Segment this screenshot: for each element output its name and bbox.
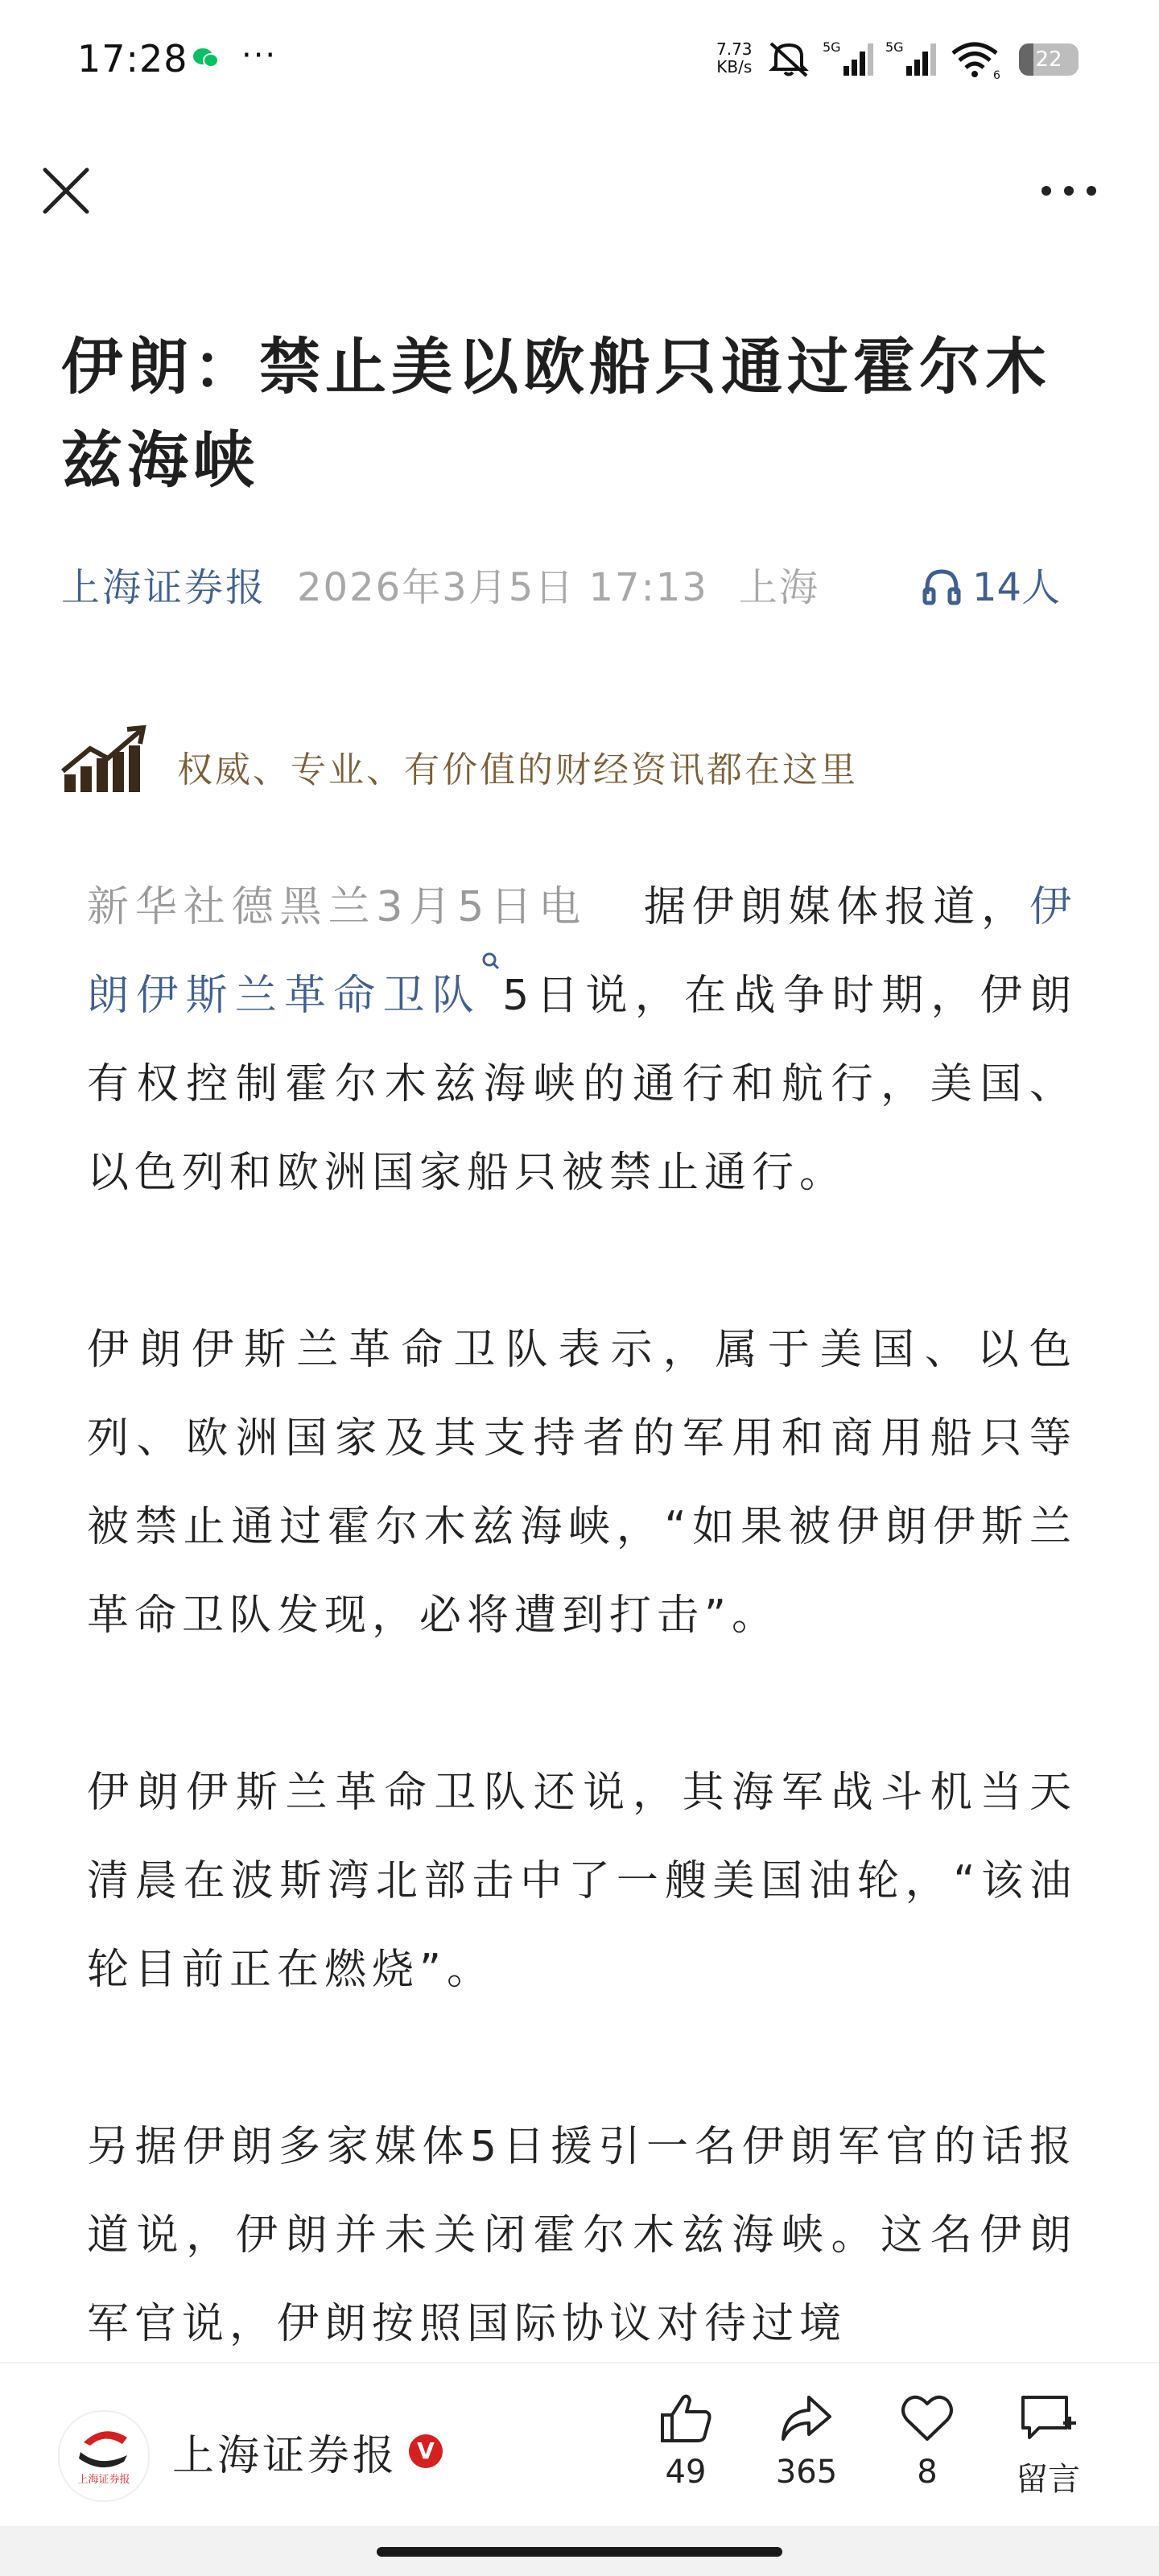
article-body [87,863,1077,2457]
svg-text:上海证券报: 上海证券报 [77,2474,130,2486]
article-date: 2026年3月5日 17:13 [297,565,708,610]
signal-icon [821,39,877,80]
net-speed: 7.73 KB/s [716,39,753,76]
status-more-icon: ··· [241,37,278,74]
share-button[interactable] [758,2391,855,2491]
article-location: 上海 [738,565,819,610]
dateline: 新华社德黑兰3月5日电 [87,883,587,931]
verified-badge: V [409,2434,443,2468]
account-name[interactable]: 上海证券报 [172,2432,398,2480]
close-icon[interactable] [40,165,92,217]
paragraph-4: 另据伊朗多家媒体5日援引一名伊朗军官的话报道说，伊朗并未关闭霍尔木兹海峡。这名伊朗军官说，伊朗按照国际协议对待过境 [87,2123,1077,2348]
listener-count: 14人 [972,565,1061,610]
article-source[interactable]: 上海证券报 [61,565,267,610]
headphones-icon [922,568,961,605]
shanghai-securities-logo [60,2412,148,2500]
comment-add-icon [1018,2391,1078,2446]
wifi-icon [950,39,1003,80]
heart-icon [899,2391,955,2446]
status-time: 17:28 [77,37,188,80]
article-meta [61,557,1107,618]
battery-icon: 22 [1019,43,1079,76]
paragraph-2: 伊朗伊斯兰革命卫队表示，属于美国、以色列、欧洲国家及其支持者的军用和商用船只等被禁止通过霍尔木兹海峡，“如果被伊朗伊斯兰革命卫队发现，必将遭到打击”。 [87,1326,1077,1640]
thumbs-up-icon [658,2391,714,2446]
account-avatar[interactable] [58,2410,150,2502]
signal-icon-2 [884,39,940,80]
svg-text:5G: 5G [823,39,841,55]
search-icon[interactable] [481,952,502,976]
mute-icon [765,39,813,79]
share-count: 365 [775,2454,838,2491]
share-icon [778,2391,835,2446]
chart-trend-icon [61,724,151,797]
listen-button[interactable] [922,557,1060,618]
more-icon[interactable] [1038,173,1099,208]
slogan-banner [61,724,1107,797]
wechat-icon [192,47,219,69]
home-indicator[interactable] [377,2547,782,2557]
comment-label: 留言 [1016,2461,1080,2498]
favorite-count: 8 [917,2454,938,2491]
like-button[interactable] [637,2391,734,2491]
entity-link[interactable]: 伊朗伊斯兰革命卫队 [87,883,1077,1020]
favorite-button[interactable] [879,2391,975,2491]
slogan-text: 权威、专业、有价值的财经资讯都在这里 [177,749,858,791]
svg-text:6: 6 [993,69,1000,80]
svg-text:5G: 5G [885,39,904,55]
article-title: 伊朗：禁止美以欧船只通过霍尔木兹海峡 [61,331,1051,496]
bottom-action-bar [0,2362,1159,2524]
paragraph-3: 伊朗伊斯兰革命卫队还说，其海军战斗机当天清晨在波斯湾北部击中了一艘美国油轮，“该油轮目前正在燃烧”。 [87,1769,1077,1994]
like-count: 49 [665,2454,707,2491]
paragraph-1: 新华社德黑兰3月5日电 据伊朗媒体报道，伊朗伊斯兰革命卫队 5日说，在战争时期，伊朗有权控制霍尔木兹海峡的通行和航行，美国、以色列和欧洲国家船只被禁止通行。 [87,883,1077,1197]
status-bar [0,0,1159,121]
comment-button[interactable] [1000,2391,1096,2500]
